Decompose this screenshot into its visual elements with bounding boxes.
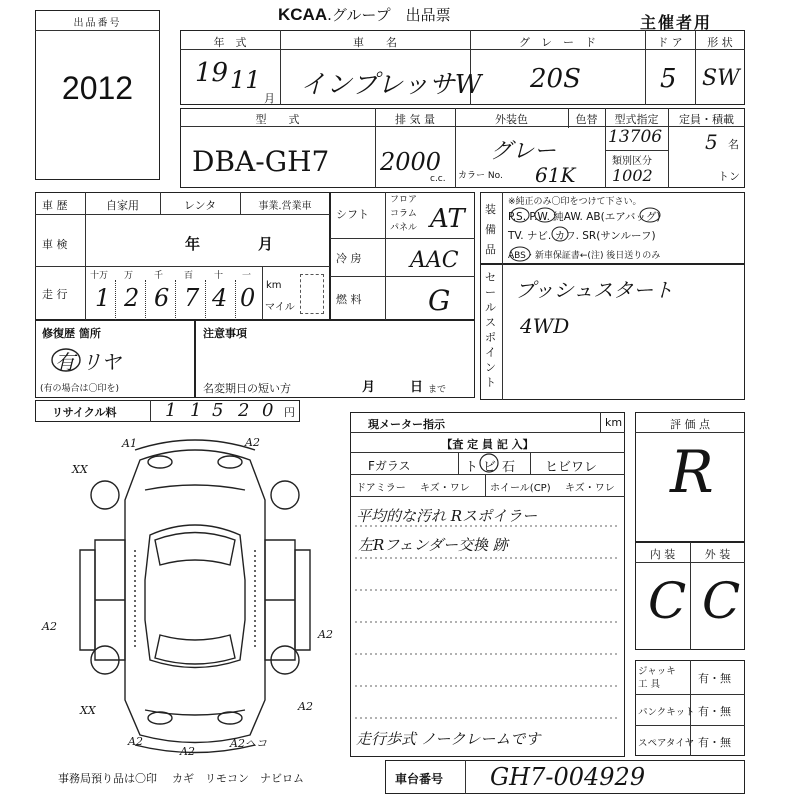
lot-number-value: 2012 bbox=[61, 70, 134, 106]
ton-unit: トン bbox=[718, 170, 740, 183]
glass-option-ishi[interactable]: 石 bbox=[502, 460, 516, 475]
capacity-value: 5 bbox=[705, 130, 718, 154]
repair-value: 有 リヤ bbox=[55, 350, 121, 374]
copy-type-label: 主催者用 bbox=[640, 13, 713, 32]
fuel-value: G bbox=[428, 284, 451, 317]
year-month-value: 11 bbox=[230, 66, 261, 94]
inspector-note-3: 走行歩式 ノークレームです bbox=[356, 730, 541, 748]
capacity-unit: 名 bbox=[728, 138, 739, 151]
equipment-line2[interactable]: TV. ナビ. カワ. SR(サンルーフ) bbox=[508, 230, 656, 242]
damage-mark-right-a2: A2 bbox=[318, 628, 333, 641]
displacement-value: 2000 bbox=[380, 148, 442, 176]
inspection-year-unit: 年 bbox=[185, 235, 201, 253]
usage-option-rental[interactable]: レンタ bbox=[183, 199, 217, 212]
name-change-month: 月 bbox=[362, 380, 376, 395]
glass-option-crack[interactable]: ヒビワレ bbox=[545, 460, 598, 475]
exterior-grade-label: 外 装 bbox=[704, 548, 731, 561]
mileage-digit-1k: 6 bbox=[154, 284, 170, 312]
grade-label: グ レ ー ド bbox=[519, 36, 596, 49]
glass-option-to[interactable]: ト bbox=[465, 460, 479, 475]
mile-unit: マイル bbox=[265, 302, 295, 313]
usage-option-private[interactable]: 自家用 bbox=[106, 199, 139, 212]
recycle-unit: 円 bbox=[284, 406, 295, 419]
color-change-label: 色替 bbox=[575, 113, 598, 126]
sales-point-line1: プッシュスタート bbox=[515, 278, 674, 302]
category-label: 類別区分 bbox=[612, 156, 652, 167]
form-title bbox=[278, 4, 451, 25]
brand-logo-text: KCAA bbox=[278, 5, 328, 24]
glass-option-bi[interactable]: ビ bbox=[483, 460, 497, 475]
caution-label: 注意事項 bbox=[203, 327, 247, 340]
sales-points-side-label: セールスポイント bbox=[485, 271, 496, 389]
chassis-value: GH7-004929 bbox=[490, 763, 646, 791]
year-value: 19 bbox=[195, 58, 229, 88]
digit-unit-1: 一 bbox=[242, 271, 252, 281]
mile-checkbox[interactable] bbox=[300, 274, 324, 314]
model-label: 型 式 bbox=[255, 113, 300, 126]
accessory-spare-value[interactable]: 有・無 bbox=[698, 736, 731, 749]
category-value: 1002 bbox=[612, 166, 653, 185]
inspector-note-2: 左Rフェンダー交換 跡 bbox=[358, 536, 508, 554]
inspection-label: 車 検 bbox=[42, 238, 68, 251]
capacity-label: 定員・積載 bbox=[679, 113, 734, 126]
inspection-month-unit: 月 bbox=[258, 235, 274, 253]
digit-unit-100: 百 bbox=[184, 271, 194, 281]
mileage-digit-100k: 1 bbox=[95, 284, 111, 312]
damage-mark-rear-xx: XX bbox=[80, 704, 96, 717]
cc-unit: c.c. bbox=[430, 174, 446, 184]
recycle-digit-5: 0 bbox=[262, 400, 274, 421]
equipment-line1[interactable]: P.S. P.W. 純AW. AB(エアバッグ) bbox=[508, 211, 661, 223]
ac-label: 冷 房 bbox=[336, 252, 362, 265]
month-unit: 月 bbox=[264, 92, 275, 105]
grade-value: 20S bbox=[530, 64, 581, 94]
equipment-side-label: 装備品 bbox=[485, 203, 496, 256]
history-label: 車 歴 bbox=[42, 199, 68, 212]
damage-mark-rear-a2-2: A2 bbox=[180, 745, 195, 758]
name-change-until: まで bbox=[428, 385, 447, 395]
exterior-grade-value: C bbox=[702, 572, 741, 630]
equipment-note: ※純正のみ〇印をつけて下さい。 bbox=[508, 197, 642, 207]
meter-km-unit: km bbox=[605, 416, 623, 429]
digit-unit-10k: 万 bbox=[124, 271, 134, 281]
damage-mark-front-xx: XX bbox=[72, 463, 88, 476]
mileage-digit-10k: 2 bbox=[124, 284, 140, 312]
mileage-digit-10: 4 bbox=[212, 284, 228, 312]
body-value: SW bbox=[702, 66, 740, 91]
damage-mark-left-a2: A2 bbox=[42, 620, 57, 633]
meter-label: 現メーター指示 bbox=[368, 418, 445, 431]
chassis-label: 車台番号 bbox=[395, 772, 444, 786]
mirror-label: ドアミラー bbox=[356, 483, 406, 494]
usage-option-business[interactable]: 事業.営業車 bbox=[258, 201, 312, 212]
fuel-label: 燃 料 bbox=[336, 293, 362, 306]
car-name-value: インプレッサW bbox=[300, 70, 482, 100]
door-label: ド ア bbox=[657, 36, 683, 49]
lot-number-label: 出品番号 bbox=[73, 18, 122, 29]
car-name-label: 車 名 bbox=[353, 36, 397, 49]
repair-note: (有の場合は〇印を) bbox=[40, 384, 120, 394]
shift-value: AT bbox=[430, 204, 465, 234]
mileage-label: 走 行 bbox=[42, 288, 68, 301]
recycle-label: リサイクル料 bbox=[52, 406, 117, 419]
equipment-line3[interactable]: ABS・新車保証書←(注) 後日送りのみ bbox=[508, 251, 661, 261]
accessory-puncture-label: パンクキット bbox=[638, 707, 695, 718]
digit-unit-1k: 千 bbox=[154, 271, 164, 281]
accessory-spare-label: スペアタイヤ bbox=[638, 738, 695, 749]
digit-unit-100k: 十万 bbox=[90, 271, 109, 281]
repair-label: 修復歴 箇所 bbox=[42, 327, 101, 340]
interior-grade-value: C bbox=[648, 572, 687, 630]
accessory-jack-label: ジャッキ 工 具 bbox=[638, 666, 676, 690]
model-value: DBA-GH7 bbox=[192, 145, 330, 178]
accessory-puncture-value[interactable]: 有・無 bbox=[698, 705, 731, 718]
form-title-text: .グループ 出品票 bbox=[327, 6, 451, 24]
inspector-note-1: 平均的な汚れ Rスポイラー bbox=[356, 507, 538, 525]
name-change-day: 日 bbox=[410, 380, 424, 395]
inspector-section-title: 【査 定 員 記 入】 bbox=[441, 438, 534, 451]
office-note: 事務局預り品は〇印 bbox=[58, 772, 157, 785]
mileage-digit-100: 7 bbox=[184, 284, 200, 312]
mirror-options[interactable]: キズ・ワレ bbox=[420, 483, 470, 494]
displacement-label: 排 気 量 bbox=[395, 113, 435, 126]
glass-circle-mark bbox=[478, 452, 500, 474]
equipment-circle-marks bbox=[480, 192, 745, 264]
name-change-label: 名変期日の短い方 bbox=[203, 382, 291, 395]
color-value: グレー bbox=[490, 139, 557, 164]
damage-mark-rear-a2-dent: A2ヘコ bbox=[230, 737, 267, 750]
km-unit: km bbox=[266, 280, 282, 291]
damage-mark-front-a1: A1 bbox=[122, 437, 137, 450]
model-designation-label: 型式指定 bbox=[614, 113, 659, 126]
overall-grade-label: 評 価 点 bbox=[670, 418, 710, 431]
wheel-options[interactable]: キズ・ワレ bbox=[565, 483, 615, 494]
door-value: 5 bbox=[660, 64, 677, 94]
interior-grade-label: 内 装 bbox=[649, 548, 676, 561]
deposit-items: カギ リモコン ナビロム bbox=[172, 772, 304, 785]
year-label: 年 式 bbox=[213, 36, 247, 49]
body-label: 形 状 bbox=[707, 36, 733, 49]
damage-mark-rear-a2-1: A2 bbox=[128, 735, 143, 748]
shift-option-floor[interactable]: フロア bbox=[390, 195, 418, 205]
shift-option-panel[interactable]: パネル bbox=[390, 223, 418, 233]
ac-value: AAC bbox=[410, 248, 459, 273]
model-designation-value: 13706 bbox=[608, 127, 663, 147]
wheel-label: ホイール(CP) bbox=[490, 483, 551, 494]
color-number-label: カラー No. bbox=[458, 171, 503, 181]
color-label: 外装色 bbox=[495, 113, 528, 126]
damage-mark-front-a2: A2 bbox=[245, 436, 260, 449]
glass-label: Fガラス bbox=[368, 459, 411, 473]
shift-label: シフト bbox=[336, 208, 369, 221]
digit-unit-10: 十 bbox=[214, 271, 224, 281]
damage-mark-rear-right-a2: A2 bbox=[298, 700, 313, 713]
repair-circle-mark bbox=[50, 346, 82, 374]
recycle-digit-4: 2 bbox=[238, 400, 250, 421]
recycle-digit-2: 1 bbox=[190, 400, 202, 421]
recycle-digit-3: 5 bbox=[212, 400, 224, 421]
mileage-digit-1: 0 bbox=[240, 284, 256, 312]
shift-option-column[interactable]: コラム bbox=[390, 209, 417, 219]
sales-point-line2: 4WD bbox=[520, 314, 570, 338]
overall-grade-value: R bbox=[670, 438, 714, 506]
recycle-digit-1: 1 bbox=[165, 400, 177, 421]
color-number-value: 61K bbox=[535, 163, 576, 187]
accessory-jack-value[interactable]: 有・無 bbox=[698, 672, 731, 685]
